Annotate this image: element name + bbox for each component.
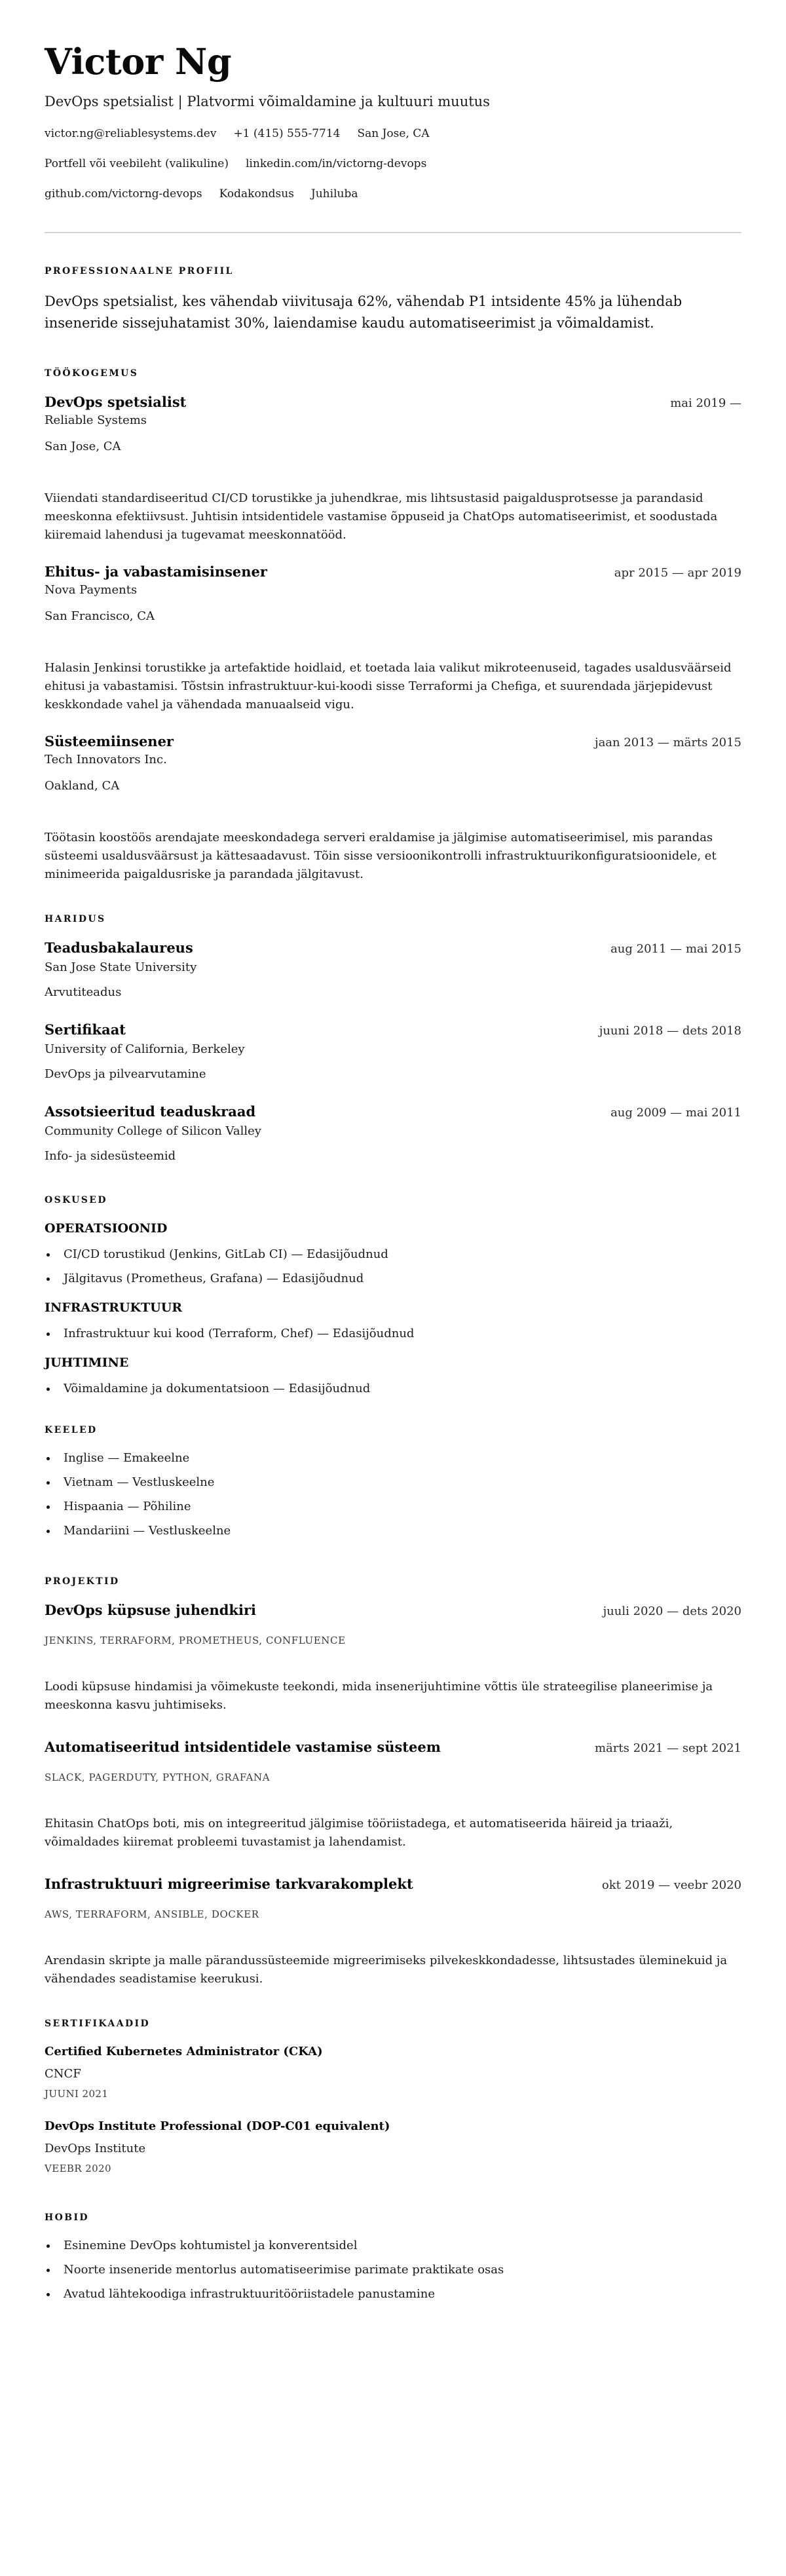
skill-item: Infrastruktuur kui kood (Terraform, Chef) — Edasijõudnud	[45, 1325, 741, 1342]
degree-title: Sertifikaat	[45, 1021, 126, 1038]
contact-github[interactable]: github.com/victorng-devops	[45, 187, 202, 200]
field-of-study: Arvutiteadus	[45, 985, 122, 999]
job-description: Töötasin koostöös arendajate meeskondadega serveri eraldamise ja jälgimise automatiseerimisel, mis parandas süsteemi usaldusväärsust ja kättesaadavust. Tõin sisse versioonikontrolli infrastruktuurikonfiguratsioonidele, et minimeerida paigaldusriske ja parandada jälgitavust.	[45, 831, 717, 881]
certification-entry	[45, 2043, 741, 2101]
project-name: DevOps küpsuse juhendkiri	[45, 1602, 256, 1618]
hobby-list	[45, 2237, 741, 2303]
project-dates: märts 2021 — sept 2021	[594, 1741, 741, 1755]
language-item: Mandariini — Vestluskeelne	[45, 1523, 741, 1540]
skill-list	[45, 1246, 741, 1287]
language-list	[45, 1450, 741, 1540]
skill-group-title: INFRASTRUKTUUR	[45, 1300, 183, 1315]
skill-list	[45, 1380, 741, 1397]
certification-name: Certified Kubernetes Administrator (CKA)	[45, 2045, 323, 2058]
contact-location: San Jose, CA	[357, 127, 430, 140]
certification-date: JUUNI 2021	[45, 2088, 109, 2100]
education-entry	[45, 1021, 741, 1083]
field-of-study: Info- ja sidesüsteemid	[45, 1149, 176, 1163]
project-entry	[45, 1875, 741, 1988]
certification-issuer: DevOps Institute	[45, 2142, 146, 2155]
skill-group-title: JUHTIMINE	[45, 1355, 129, 1370]
section-title-certifications: SERTIFIKAADID	[45, 2018, 150, 2029]
experience-entry	[45, 393, 741, 544]
school-name: University of California, Berkeley	[45, 1042, 245, 1056]
job-description: Viiendati standardiseeritud CI/CD torustikke ja juhendkrae, mis lihtsustasid paigaldusprotsesse ja parandasid meeskonna efektiivsust. Juhtisin intsidentidele vastamise õppuseid ja ChatOps automatiseerimist, et soodustada kiiremaid lahendusi ja tugevamat meeskonnatööd.	[45, 491, 718, 542]
section-profile	[45, 265, 741, 334]
field-of-study: DevOps ja pilvearvutamine	[45, 1067, 206, 1081]
section-education	[45, 913, 741, 1165]
experience-entry	[45, 732, 741, 884]
section-skills	[45, 1194, 741, 1397]
hobby-item: Esinemine DevOps kohtumistel ja konverentsidel	[45, 2237, 741, 2254]
certification-entry	[45, 2118, 741, 2176]
job-title: Ehitus- ja vabastamisinsener	[45, 563, 267, 580]
skill-list	[45, 1325, 741, 1342]
degree-title: Teadusbakalaureus	[45, 939, 193, 956]
project-name: Infrastruktuuri migreerimise tarkvarakomplekt	[45, 1876, 413, 1892]
skill-group-title: OPERATSIOONID	[45, 1221, 168, 1236]
job-title: DevOps spetsialist	[45, 394, 187, 410]
contact-row-1	[45, 126, 741, 142]
contact-linkedin[interactable]: linkedin.com/in/victorng-devops	[246, 157, 427, 170]
section-projects	[45, 1575, 741, 1988]
hobby-item: Noorte inseneride mentorlus automatiseerimise parimate praktikate osas	[45, 2262, 741, 2279]
skill-item: Jälgitavus (Prometheus, Grafana) — Edasijõudnud	[45, 1270, 741, 1287]
contact-portfolio[interactable]: Portfell või veebileht (valikuline)	[45, 157, 229, 170]
project-entry	[45, 1601, 741, 1714]
contact-drivers-license: Juhiluba	[310, 187, 358, 200]
certification-issuer: CNCF	[45, 2067, 81, 2081]
education-dates: aug 2009 — mai 2011	[610, 1106, 741, 1120]
job-company: Reliable Systems	[45, 413, 147, 427]
contact-citizenship: Kodakondsus	[219, 187, 294, 200]
section-title-languages: KEELED	[45, 1425, 98, 1435]
section-title-skills: OSKUSED	[45, 1195, 107, 1205]
resume-header	[45, 41, 741, 202]
project-entry	[45, 1738, 741, 1851]
project-tech-tags: SLACK, PAGERDUTY, PYTHON, GRAFANA	[45, 1771, 271, 1783]
school-name: San Jose State University	[45, 960, 197, 974]
language-item: Vietnam — Vestluskeelne	[45, 1474, 741, 1491]
education-dates: aug 2011 — mai 2015	[610, 942, 741, 956]
job-dates: jaan 2013 — märts 2015	[594, 736, 741, 749]
contact-row-3	[45, 186, 741, 202]
education-dates: juuni 2018 — dets 2018	[599, 1024, 741, 1038]
section-certifications	[45, 2017, 741, 2176]
project-name: Automatiseeritud intsidentidele vastamise süsteem	[45, 1739, 441, 1755]
contact-row-2	[45, 156, 741, 172]
experience-entry	[45, 563, 741, 714]
candidate-name: Victor Ng	[45, 41, 232, 83]
degree-title: Assotsieeritud teaduskraad	[45, 1103, 256, 1120]
school-name: Community College of Silicon Valley	[45, 1124, 261, 1138]
skill-item: CI/CD torustikud (Jenkins, GitLab CI) — Edasijõudnud	[45, 1246, 741, 1263]
skill-item: Võimaldamine ja dokumentatsioon — Edasijõudnud	[45, 1380, 741, 1397]
section-title-hobbies: HOBID	[45, 2212, 89, 2223]
section-title-experience: TÖÖKOGEMUS	[45, 368, 139, 379]
job-title: Süsteemiinsener	[45, 733, 174, 749]
project-description: Arendasin skripte ja malle pärandussüsteemide migreerimiseks pilvekeskkondadesse, lihtsustades üleminekuid ja vähendades seadistamise keerukusi.	[45, 1954, 728, 1986]
job-company: Tech Innovators Inc.	[45, 753, 167, 767]
job-description: Halasin Jenkinsi torustikke ja artefaktide hoidlaid, et toetada laia valikut mikroteenuseid, tagades usaldusväärseid ehitusi ja vabastamisi. Tõstsin infrastruktuur-kui-koodi sisse Terraformi ja Chefiga, et suurendada järjepidevust keskkondade vahel ja vähendada manuaalseid vigu.	[45, 661, 732, 711]
project-description: Ehitasin ChatOps boti, mis on integreeritud jälgimise tööriistadega, et automatiseerida häireid ja triaaži, võimaldades kiiremat probleemi tuvastamist ja lahendamist.	[45, 1817, 673, 1849]
certification-date: VEEBR 2020	[45, 2163, 111, 2174]
education-entry	[45, 1103, 741, 1165]
education-entry	[45, 939, 741, 1001]
job-dates: apr 2015 — apr 2019	[614, 566, 741, 580]
headline: DevOps spetsialist | Platvormi võimaldamine ja kultuuri muutus	[45, 94, 490, 109]
section-title-education: HARIDUS	[45, 914, 106, 924]
project-dates: okt 2019 — veebr 2020	[601, 1878, 741, 1892]
section-title-projects: PROJEKTID	[45, 1576, 120, 1587]
section-title-profile: PROFESSIONAALNE PROFIIL	[45, 266, 234, 276]
contact-phone[interactable]: +1 (415) 555-7714	[233, 127, 341, 140]
job-location: Oakland, CA	[45, 779, 120, 793]
language-item: Hispaania — Põhiline	[45, 1498, 741, 1515]
job-company: Nova Payments	[45, 583, 138, 597]
section-languages	[45, 1424, 741, 1540]
project-tech-tags: AWS, TERRAFORM, ANSIBLE, DOCKER	[45, 1908, 259, 1920]
hobby-item: Avatud lähtekoodiga infrastruktuuritööriistadele panustamine	[45, 2286, 741, 2303]
section-experience	[45, 367, 741, 884]
job-location: San Jose, CA	[45, 440, 121, 453]
project-tech-tags: JENKINS, TERRAFORM, PROMETHEUS, CONFLUENCE	[45, 1635, 346, 1646]
project-description: Loodi küpsuse hindamisi ja võimekuste teekondi, mida insenerijuhtimine võttis üle strateegilise planeerimise ja meeskonna kasvu juhtimiseks.	[45, 1680, 713, 1712]
job-dates: mai 2019 —	[670, 396, 741, 410]
job-location: San Francisco, CA	[45, 609, 155, 623]
header-divider	[45, 232, 741, 233]
certification-name: DevOps Institute Professional (DOP-C01 equivalent)	[45, 2119, 390, 2133]
language-item: Inglise — Emakeelne	[45, 1450, 741, 1467]
profile-text: DevOps spetsialist, kes vähendab viivitusaja 62%, vähendab P1 intsidente 45% ja lühendab inseneride sissejuhatamist 30%, laiendamise kaudu automatiseerimist ja võimaldamist.	[45, 294, 683, 331]
contact-email[interactable]: victor.ng@reliablesystems.dev	[45, 127, 217, 140]
section-hobbies	[45, 2211, 741, 2303]
project-dates: juuli 2020 — dets 2020	[603, 1604, 741, 1618]
